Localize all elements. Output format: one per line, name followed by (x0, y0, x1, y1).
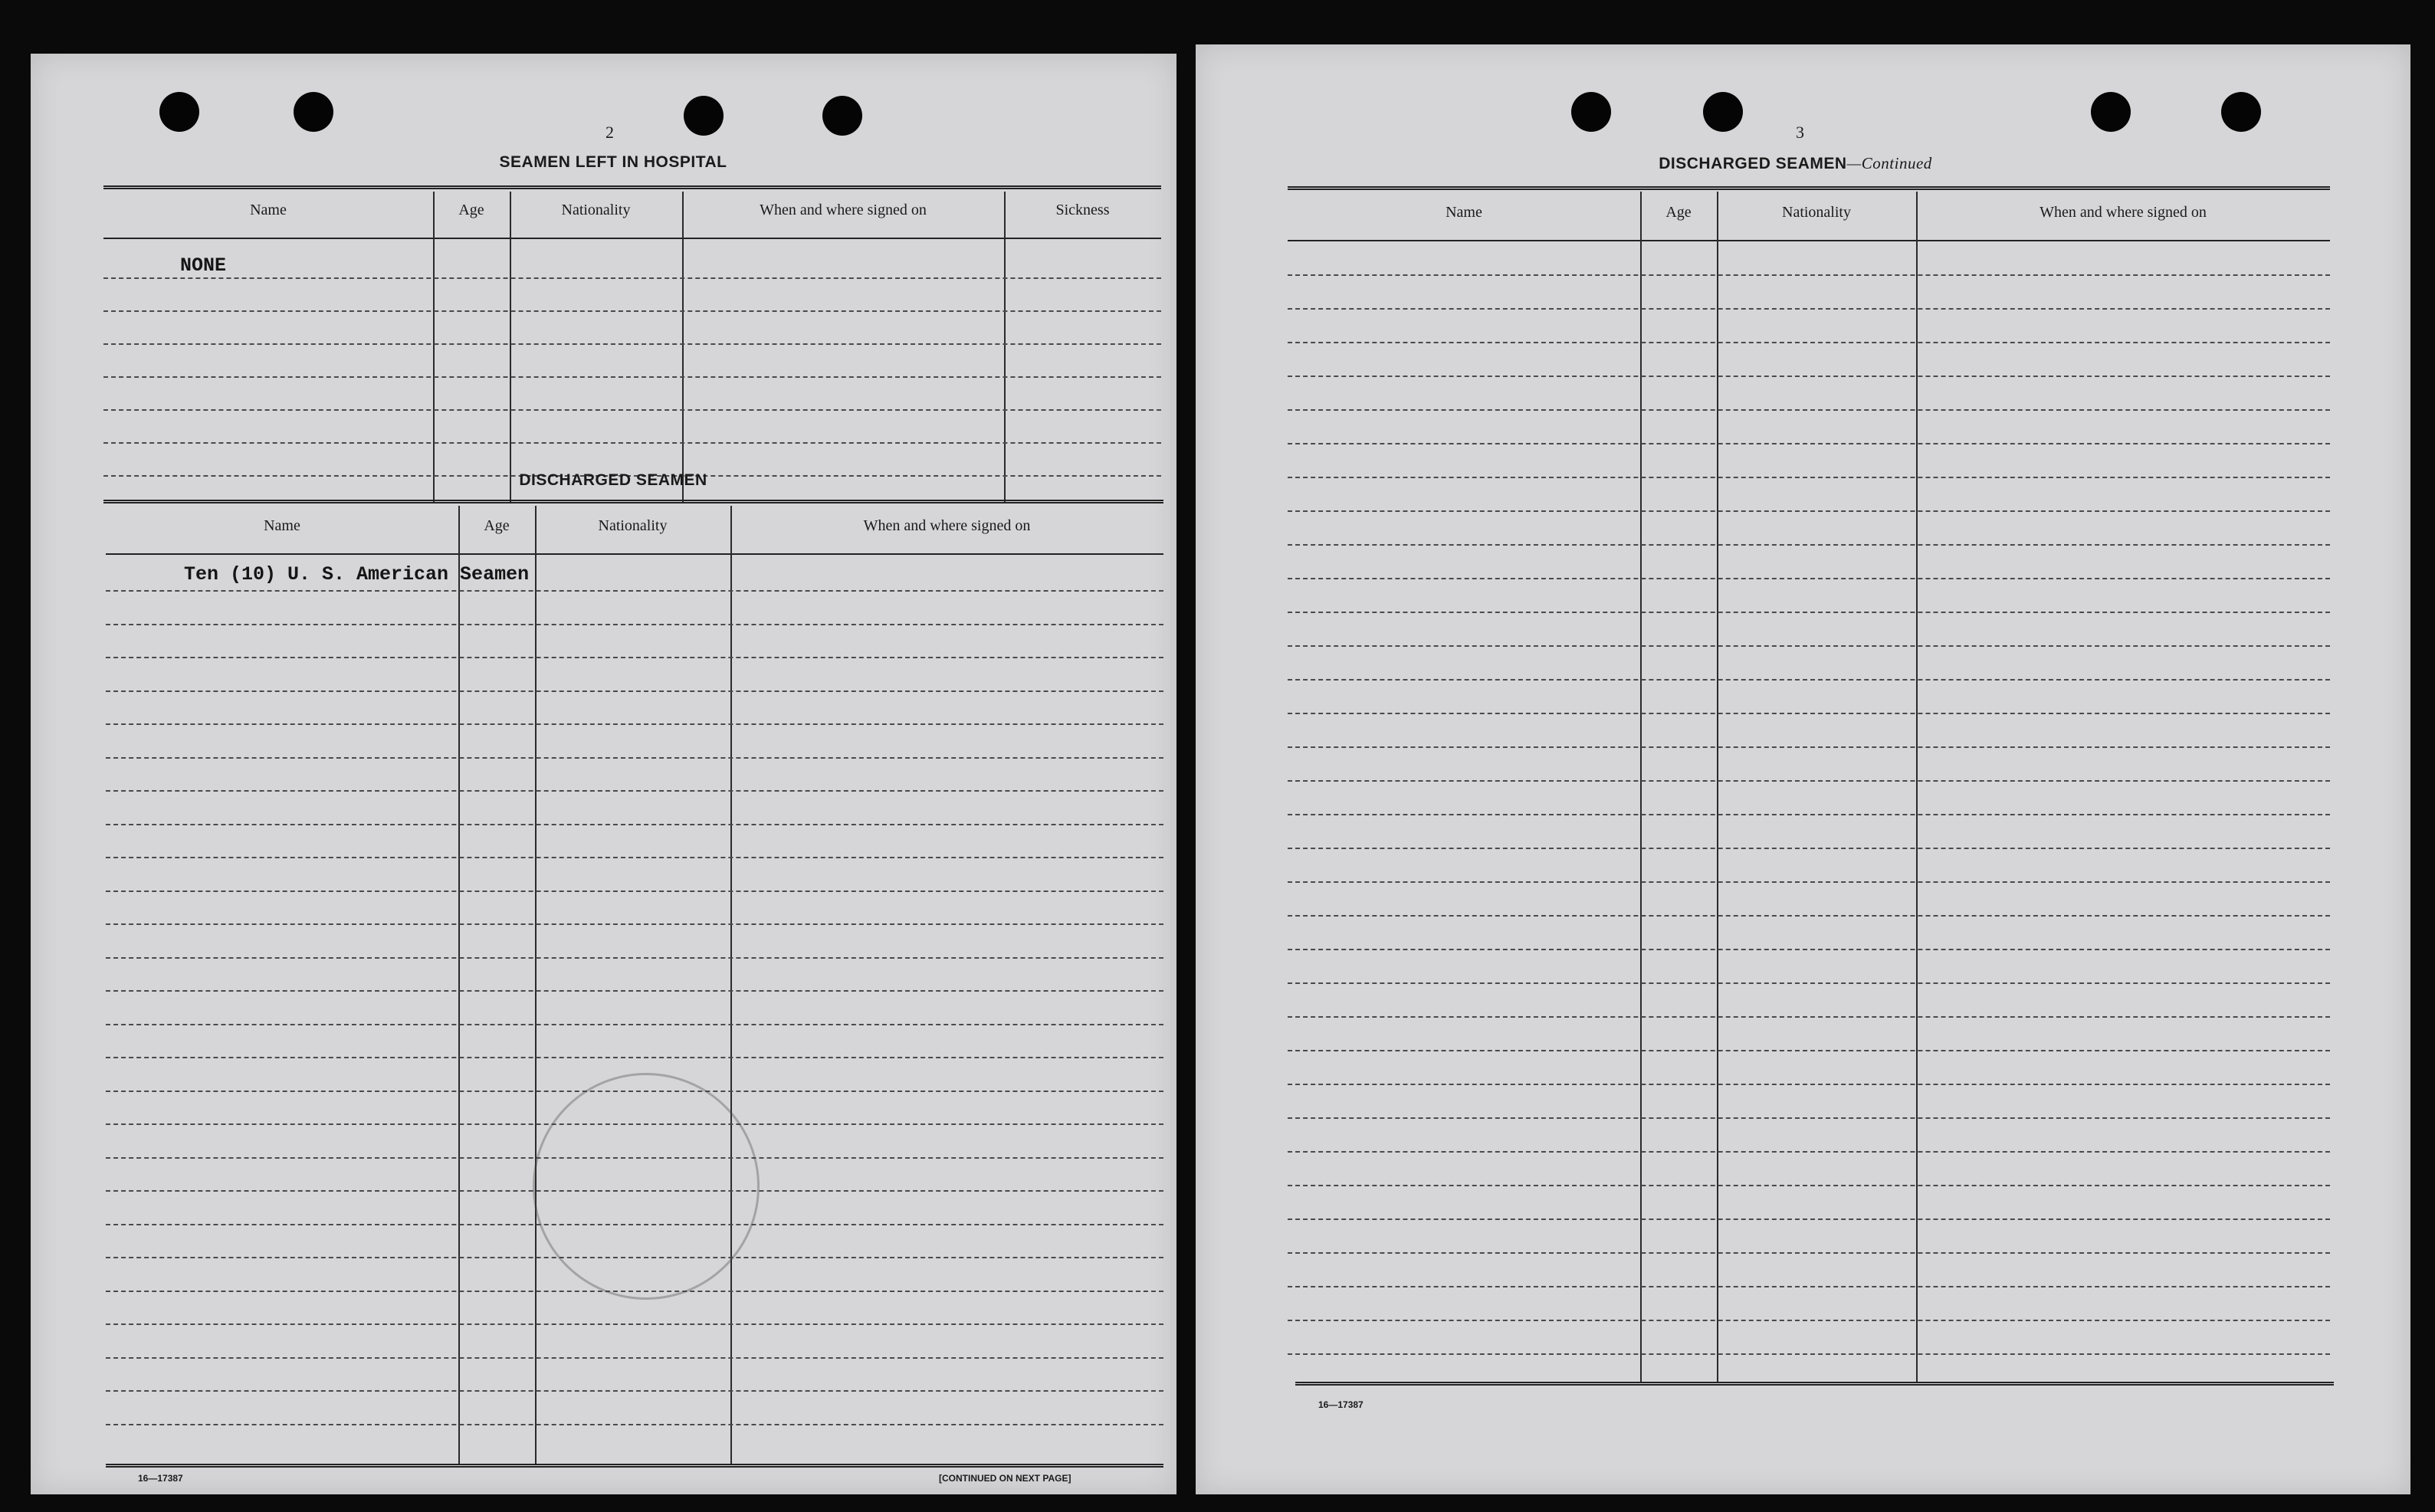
column-header-signed-on: When and where signed on (760, 202, 927, 218)
column-header-name: Name (264, 517, 300, 534)
column-header-name: Name (250, 202, 287, 218)
row-line (1288, 308, 2330, 310)
row-line (103, 442, 1161, 444)
form-number: 16—17387 (138, 1473, 183, 1484)
row-line (1288, 713, 2330, 714)
row-line (106, 1357, 1163, 1359)
row-line (1288, 477, 2330, 478)
row-line (1288, 1084, 2330, 1085)
row-line (1288, 1353, 2330, 1355)
row-line (1288, 780, 2330, 782)
table-top-rule (1288, 186, 2330, 190)
row-line (1288, 1185, 2330, 1186)
title-main: DISCHARGED SEAMEN (1659, 155, 1847, 172)
column-divider (1004, 192, 1006, 502)
row-line (1288, 915, 2330, 917)
row-line (1288, 949, 2330, 950)
column-divider (433, 192, 435, 502)
discharged-entry: Ten (10) U. S. American Seamen (184, 563, 530, 585)
row-line (106, 1323, 1163, 1325)
punch-hole (1571, 92, 1611, 132)
page-number: 2 (605, 123, 614, 142)
table-top-rule (103, 185, 1161, 189)
row-line (1288, 982, 2330, 984)
row-line (1288, 1151, 2330, 1153)
table-bottom-rule (1295, 1382, 2334, 1386)
row-line (1288, 679, 2330, 681)
column-header-signed-on: When and where signed on (863, 517, 1031, 534)
row-line (106, 1024, 1163, 1025)
row-line (103, 409, 1161, 411)
row-line (106, 723, 1163, 725)
row-line (1288, 1218, 2330, 1220)
row-line (1288, 544, 2330, 546)
row-line (103, 277, 1161, 279)
punch-hole (294, 92, 333, 132)
row-line (106, 990, 1163, 992)
column-divider (682, 192, 684, 502)
discharged-continued-title (1196, 154, 2395, 173)
right-page (1196, 44, 2410, 1494)
punch-hole (2091, 92, 2131, 132)
column-divider (458, 506, 460, 1464)
row-line (106, 590, 1163, 592)
row-line (106, 690, 1163, 692)
row-line (106, 824, 1163, 825)
header-rule (1288, 240, 2330, 241)
row-line (1288, 510, 2330, 512)
punch-hole (2221, 92, 2261, 132)
row-line (106, 1390, 1163, 1392)
column-divider (1640, 192, 1642, 1383)
column-divider (730, 506, 732, 1464)
row-line (1288, 578, 2330, 579)
column-header-signed-on: When and where signed on (2040, 204, 2207, 221)
row-line (1288, 1320, 2330, 1321)
row-line (103, 310, 1161, 312)
hospital-section-title: SEAMEN LEFT IN HOSPITAL (499, 153, 727, 171)
row-line (106, 857, 1163, 858)
column-divider (1717, 192, 1718, 1383)
table-top-rule (106, 500, 1163, 503)
row-line (1288, 1016, 2330, 1018)
row-line (1288, 274, 2330, 276)
column-header-nationality: Nationality (598, 517, 668, 534)
column-header-nationality: Nationality (561, 202, 631, 218)
header-rule (103, 238, 1161, 239)
row-line (106, 1057, 1163, 1058)
row-line (106, 757, 1163, 759)
row-line (106, 957, 1163, 959)
row-line (1288, 443, 2330, 444)
received-stamp (533, 1073, 760, 1300)
row-line (1288, 746, 2330, 748)
punch-hole (159, 92, 199, 132)
title-suffix: —Continued (1846, 154, 1932, 172)
row-line (106, 624, 1163, 625)
column-divider (1916, 192, 1918, 1383)
column-header-age: Age (484, 517, 510, 534)
row-line (1288, 376, 2330, 377)
row-line (103, 376, 1161, 378)
row-line (1288, 1286, 2330, 1287)
row-line (1288, 342, 2330, 343)
header-rule (106, 553, 1163, 555)
punch-hole (1703, 92, 1743, 132)
row-line (1288, 409, 2330, 411)
column-divider (510, 192, 511, 502)
row-line (1288, 1050, 2330, 1051)
left-page (31, 54, 1176, 1494)
row-line (106, 923, 1163, 925)
row-line (1288, 1117, 2330, 1119)
row-line (103, 343, 1161, 345)
column-header-age: Age (1665, 204, 1692, 221)
page-number: 3 (1796, 123, 1804, 142)
row-line (1288, 612, 2330, 613)
hospital-entry: NONE (180, 254, 227, 277)
table-bottom-rule (106, 1464, 1163, 1468)
row-line (106, 1424, 1163, 1425)
row-line (1288, 645, 2330, 647)
row-line (1288, 881, 2330, 883)
row-line (106, 890, 1163, 892)
row-line (1288, 848, 2330, 849)
row-line (1288, 814, 2330, 815)
row-line (106, 657, 1163, 658)
punch-hole (684, 96, 724, 136)
discharged-section-title: DISCHARGED SEAMEN (519, 471, 707, 489)
column-header-age: Age (458, 202, 484, 218)
column-header-sickness: Sickness (1055, 202, 1110, 218)
column-divider (535, 506, 537, 1464)
form-number: 16—17387 (1318, 1399, 1364, 1410)
column-header-name: Name (1446, 204, 1482, 221)
row-line (1288, 1252, 2330, 1254)
continued-note: [CONTINUED ON NEXT PAGE] (939, 1473, 1071, 1484)
column-header-nationality: Nationality (1782, 204, 1851, 221)
punch-hole (822, 96, 862, 136)
row-line (106, 790, 1163, 792)
